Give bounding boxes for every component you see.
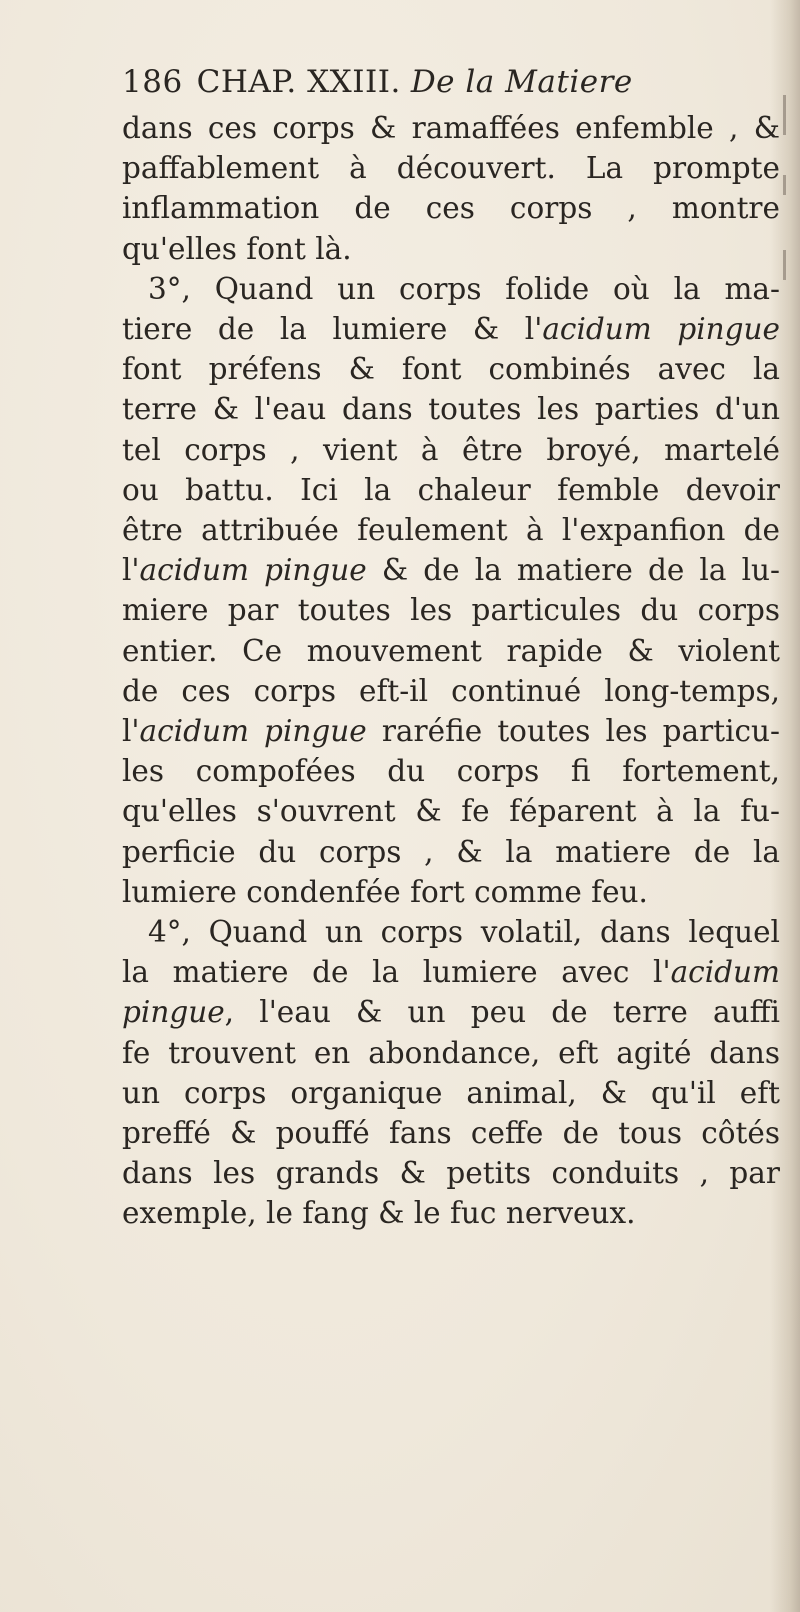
text-line [122,590,780,630]
text-line [122,711,780,751]
text-line [122,952,780,992]
italic-term: pingue [122,995,225,1030]
text-segment: un corps organique animal, & qu'il eft [122,1075,780,1110]
running-header [122,64,633,104]
text-segment: la matiere de la lumiere avec l' [122,955,671,990]
text-segment: perficie du corps , & la matiere de la [122,834,780,869]
text-line [122,470,780,510]
text-line [122,832,780,872]
text-line [122,992,780,1032]
text-line [122,349,780,389]
text-segment: ou battu. Ici la chaleur femble devoir [122,472,780,507]
edge-shadow-mark [783,175,786,195]
text-line [122,1153,780,1193]
text-line [122,188,780,228]
text-segment: les compofées du corps fi fortement, [122,754,780,789]
text-segment: font préfens & font combinés avec la [122,352,780,387]
text-segment: terre & l'eau dans toutes les parties d'un [122,392,780,427]
edge-shadow-mark [783,95,786,135]
section-title: De la Matiere [410,64,633,100]
text-segment: l' [122,553,140,588]
text-segment: inflammation de ces corps , montre [122,191,780,226]
text-line [122,1033,780,1073]
text-segment: miere par toutes les particules du corps [122,593,780,628]
text-line [122,148,780,188]
text-line [122,671,780,711]
italic-term: acidum pingue [139,714,367,748]
text-segment: dans ces corps & ramaffées enfemble , & [122,111,780,145]
text-line [122,1073,780,1113]
text-segment: 4°, Quand un corps volatil, dans lequel [148,915,780,949]
edge-shadow-mark [783,250,786,280]
text-segment: preffé & pouffé fans ceffe de tous côtés [122,1116,780,1150]
text-segment: tiere de la lumiere & l' [122,312,543,346]
text-line [122,108,780,148]
text-segment: & de la matiere de la lu- [366,553,780,588]
text-segment: paffablement à découvert. La prompte [122,151,780,186]
italic-term: acidum pingue [139,553,367,588]
text-line [122,389,780,429]
text-line [122,1193,780,1233]
text-line [122,1113,780,1153]
text-line [122,631,780,671]
text-segment: dans les grands & petits conduits , par [122,1156,780,1191]
text-segment: qu'elles s'ouvrent & fe féparent à la fu- [122,794,780,829]
text-segment: lumiere condenfée fort comme feu. [122,874,648,909]
text-line [122,751,780,791]
text-line [122,309,780,349]
text-segment: , l'eau & un peu de terre auffi [224,995,780,1030]
text-segment: être attribuée feulement à l'expanfion de [122,513,780,547]
text-segment: de ces corps eft-il continué long-temps, [122,673,780,708]
text-line [122,510,780,550]
text-line [148,912,780,952]
text-line [122,550,780,590]
text-line [122,229,780,269]
text-segment: entier. Ce mouvement rapide & violent [122,633,780,668]
text-line [148,269,780,309]
text-segment: tel corps , vient à être broyé, martelé [122,432,780,467]
text-line [122,872,780,912]
text-segment: fe trouvent en abondance, eft agité dans [122,1035,780,1070]
italic-term: acidum [670,955,780,990]
chapter-heading: CHAP. XXIII. [196,64,401,100]
italic-term: acidum pingue [542,312,780,346]
text-segment: exemple, le fang & le fuc nerveux. [122,1196,636,1231]
text-segment: raréfie toutes les particu- [366,714,780,748]
text-segment: 3°, Quand un corps folide où la ma- [148,271,780,306]
text-line [122,791,780,831]
text-line [122,430,780,470]
page-number: 186 [122,64,183,100]
text-segment: l' [122,714,140,748]
text-segment: qu'elles font là. [122,231,352,266]
